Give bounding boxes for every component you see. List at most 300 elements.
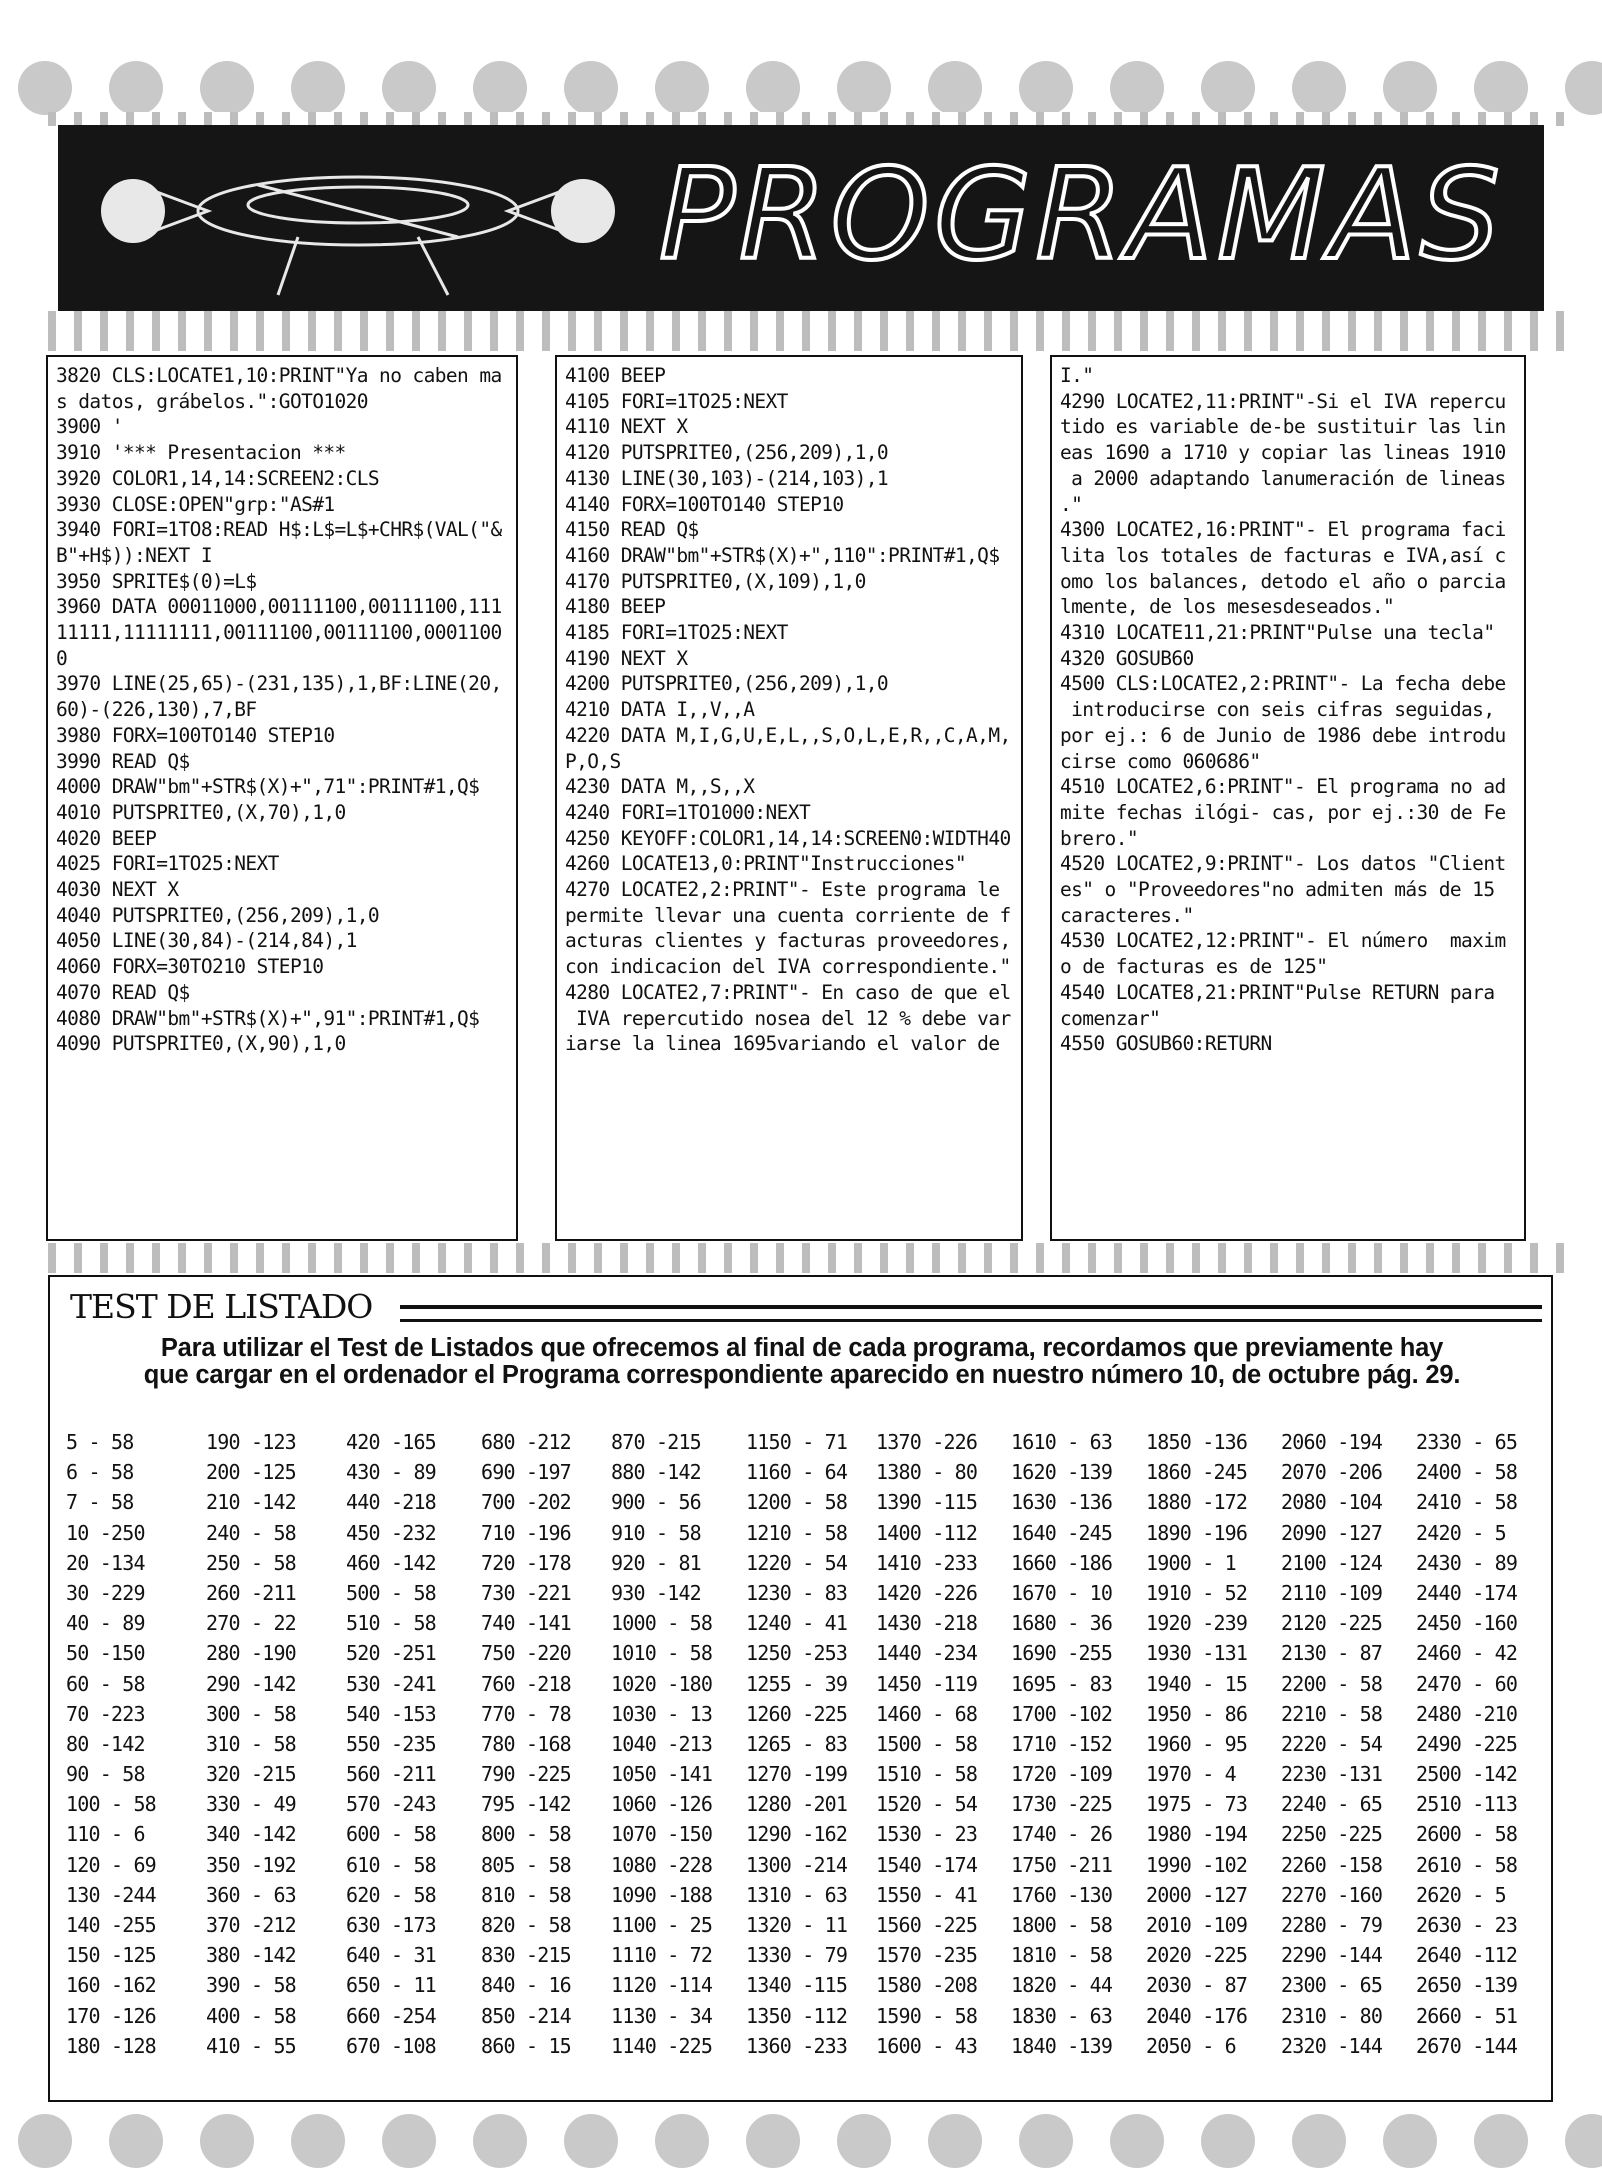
checksum-entry: 300 - 58 xyxy=(206,1701,296,1726)
checksum-entry: 1380 - 80 xyxy=(876,1460,978,1485)
checksum-entry: 795 -142 xyxy=(481,1792,571,1817)
checksum-entry: 560 -211 xyxy=(346,1762,436,1787)
checksum-entry: 1160 - 64 xyxy=(746,1460,848,1485)
code-line: 4070 READ Q$ xyxy=(56,980,190,1004)
checksum-entry: 1250 -253 xyxy=(746,1641,848,1666)
decorative-dot xyxy=(200,61,254,115)
checksum-entry: 1970 - 4 xyxy=(1146,1762,1236,1787)
code-line: 4280 LOCATE2,7:PRINT"- En caso de que el xyxy=(565,980,1011,1004)
checksum-entry: 640 - 31 xyxy=(346,1943,436,1968)
checksum-entry: 240 - 58 xyxy=(206,1520,296,1545)
checksum-entry: 2260 -158 xyxy=(1281,1852,1383,1877)
checksum-entry: 700 -202 xyxy=(481,1490,571,1515)
checksum-column xyxy=(611,1427,751,2061)
checksum-entry: 2620 - 5 xyxy=(1416,1882,1506,1907)
checksum-entry: 1695 - 83 xyxy=(1011,1671,1113,1696)
decorative-dot xyxy=(1292,61,1346,115)
code-line: 4550 GOSUB60:RETURN xyxy=(1060,1032,1272,1056)
code-line: 4120 PUTSPRITE0,(256,209),1,0 xyxy=(565,441,889,465)
checksum-entry: 530 -241 xyxy=(346,1671,436,1696)
checksum-entry: 1880 -172 xyxy=(1146,1490,1248,1515)
code-line: 4080 DRAW"bm"+STR$(X)+",91":PRINT#1,Q$ xyxy=(56,1006,480,1030)
checksum-entry: 540 -153 xyxy=(346,1701,436,1726)
checksum-entry: 1130 - 34 xyxy=(611,2003,713,2028)
checksum-entry: 1990 -102 xyxy=(1146,1852,1248,1877)
checksum-entry: 2470 - 60 xyxy=(1416,1671,1518,1696)
checksum-column xyxy=(346,1427,486,2061)
checksum-entry: 660 -254 xyxy=(346,2003,436,2028)
code-line: tido es variable de-be sustituir las lin xyxy=(1060,415,1506,439)
checksum-entry: 1540 -174 xyxy=(876,1852,978,1877)
checksum-entry: 1270 -199 xyxy=(746,1762,848,1787)
checksum-entry: 1850 -136 xyxy=(1146,1430,1248,1454)
checksum-entry: 1800 - 58 xyxy=(1011,1913,1113,1937)
test-intro-line-2: que cargar en el ordenador el Programa correspondiente aparecido en nuestro número 10, de octubre pág. 29. xyxy=(143,1361,1461,1389)
checksum-entry: 170 -126 xyxy=(66,2003,156,2028)
checksum-entry: 1700 -102 xyxy=(1011,1701,1113,1726)
checksum-entry: 2670 -144 xyxy=(1416,2033,1518,2058)
checksum-entry: 1310 - 63 xyxy=(746,1882,848,1907)
checksum-entry: 840 - 16 xyxy=(481,1973,571,1998)
checksum-entry: 1910 - 52 xyxy=(1146,1580,1248,1605)
checksum-entry: 1840 -139 xyxy=(1011,2033,1113,2058)
checksum-entry: 1640 -245 xyxy=(1011,1520,1113,1545)
code-line: ." xyxy=(1060,492,1083,516)
code-line: por ej.: 6 de Junio de 1986 debe introdu xyxy=(1060,723,1506,747)
code-line: 4190 NEXT X xyxy=(565,646,688,670)
code-line: 4240 FORI=1TO1000:NEXT xyxy=(565,800,811,824)
checksum-entry: 1460 - 68 xyxy=(876,1701,978,1726)
checksum-entry: 1080 -228 xyxy=(611,1852,713,1877)
code-line: B"+H$)):NEXT I xyxy=(56,543,212,567)
stripe-bar-lower xyxy=(48,1243,1574,1273)
code-line: 4320 GOSUB60 xyxy=(1060,646,1194,670)
checksum-column xyxy=(481,1427,621,2061)
checksum-entry: 1590 - 58 xyxy=(876,2003,978,2028)
checksum-entry: 805 - 58 xyxy=(481,1852,571,1877)
checksum-entry: 2440 -174 xyxy=(1416,1580,1518,1605)
checksum-entry: 1940 - 15 xyxy=(1146,1671,1248,1696)
checksum-entry: 1610 - 63 xyxy=(1011,1430,1113,1454)
checksum-entry: 2600 - 58 xyxy=(1416,1822,1518,1847)
checksum-entry: 190 -123 xyxy=(206,1430,296,1454)
checksum-entry: 1060 -126 xyxy=(611,1792,713,1817)
listing-column-3 xyxy=(1050,355,1526,1241)
checksum-entry: 1200 - 58 xyxy=(746,1490,848,1515)
checksum-entry: 1120 -114 xyxy=(611,1973,713,1998)
checksum-entry: 2110 -109 xyxy=(1281,1580,1383,1605)
checksum-entry: 880 -142 xyxy=(611,1460,701,1485)
code-line: 4210 DATA I,,V,,A xyxy=(565,698,755,722)
checksum-entry: 750 -220 xyxy=(481,1641,571,1666)
code-line: 4510 LOCATE2,6:PRINT"- El programa no ad xyxy=(1060,775,1506,799)
checksum-entry: 820 - 58 xyxy=(481,1913,571,1937)
checksum-entry: 2420 - 5 xyxy=(1416,1520,1506,1545)
checksum-entry: 740 -141 xyxy=(481,1611,571,1636)
checksum-entry: 1980 -194 xyxy=(1146,1822,1248,1847)
checksum-entry: 2310 - 80 xyxy=(1281,2003,1383,2028)
code-line: lita los totales de facturas e IVA,así c xyxy=(1060,543,1506,567)
checksum-entry: 2280 - 79 xyxy=(1281,1913,1383,1937)
checksum-entry: 1960 - 95 xyxy=(1146,1731,1248,1756)
checksum-entry: 20 -134 xyxy=(66,1550,145,1575)
checksum-entry: 1950 - 86 xyxy=(1146,1701,1248,1726)
checksum-entry: 6 - 58 xyxy=(66,1460,134,1485)
checksum-entry: 2660 - 51 xyxy=(1416,2003,1518,2028)
checksum-entry: 1975 - 73 xyxy=(1146,1792,1248,1817)
code-line: 4500 CLS:LOCATE2,2:PRINT"- La fecha debe xyxy=(1060,672,1506,696)
checksum-entry: 2480 -210 xyxy=(1416,1701,1518,1726)
checksum-entry: 1920 -239 xyxy=(1146,1611,1248,1636)
checksum-entry: 1740 - 26 xyxy=(1011,1822,1113,1847)
checksum-table xyxy=(66,1427,1546,2097)
checksum-entry: 350 -192 xyxy=(206,1852,296,1877)
checksum-entry: 1030 - 13 xyxy=(611,1701,713,1726)
checksum-entry: 1580 -208 xyxy=(876,1973,978,1998)
checksum-entry: 2650 -139 xyxy=(1416,1973,1518,1998)
code-line: 4200 PUTSPRITE0,(256,209),1,0 xyxy=(565,672,889,696)
checksum-entry: 1520 - 54 xyxy=(876,1792,978,1817)
checksum-entry: 1410 -233 xyxy=(876,1550,978,1575)
code-line: 4250 KEYOFF:COLOR1,14,14:SCREEN0:WIDTH40 xyxy=(565,826,1011,850)
code-line: 3950 SPRITE$(0)=L$ xyxy=(56,569,257,593)
checksum-entry: 280 -190 xyxy=(206,1641,296,1666)
checksum-column xyxy=(1416,1427,1556,2061)
checksum-entry: 2300 - 65 xyxy=(1281,1973,1383,1998)
code-line: 4060 FORX=30TO210 STEP10 xyxy=(56,955,324,979)
code-line: 60)-(226,130),7,BF xyxy=(56,698,257,722)
checksum-entry: 1430 -218 xyxy=(876,1611,978,1636)
checksum-entry: 850 -214 xyxy=(481,2003,571,2028)
checksum-entry: 330 - 49 xyxy=(206,1792,296,1817)
checksum-entry: 1570 -235 xyxy=(876,1943,978,1968)
checksum-entry: 400 - 58 xyxy=(206,2003,296,2028)
code-line: 4540 LOCATE8,21:PRINT"Pulse RETURN para xyxy=(1060,980,1495,1004)
decorative-dot xyxy=(1383,61,1437,115)
checksum-entry: 1070 -150 xyxy=(611,1822,713,1847)
code-line: 4310 LOCATE11,21:PRINT"Pulse una tecla" xyxy=(1060,621,1495,645)
code-line: 4105 FORI=1TO25:NEXT xyxy=(565,389,788,413)
code-line: 4000 DRAW"bm"+STR$(X)+",71":PRINT#1,Q$ xyxy=(56,775,480,799)
code-line: 11111,11111111,00111100,00111100,0001100 xyxy=(56,621,502,645)
code-line: 4025 FORI=1TO25:NEXT xyxy=(56,852,279,876)
checksum-entry: 390 - 58 xyxy=(206,1973,296,1998)
checksum-entry: 1220 - 54 xyxy=(746,1550,848,1575)
checksum-entry: 450 -232 xyxy=(346,1520,436,1545)
checksum-entry: 1860 -245 xyxy=(1146,1460,1248,1485)
code-line: 4090 PUTSPRITE0,(X,90),1,0 xyxy=(56,1032,346,1056)
decorative-dot xyxy=(382,61,436,115)
checksum-entry: 2270 -160 xyxy=(1281,1882,1383,1907)
checksum-entry: 2430 - 89 xyxy=(1416,1550,1518,1575)
code-line: 4220 DATA M,I,G,U,E,L,,S,O,L,E,R,,C,A,M, xyxy=(565,723,1011,747)
checksum-entry: 1150 - 71 xyxy=(746,1430,848,1454)
code-line: IVA repercutido nosea del 12 % debe var xyxy=(565,1006,1011,1030)
decorative-dot xyxy=(928,61,982,115)
code-line: omo los balances, detodo el año o parcia xyxy=(1060,569,1506,593)
checksum-entry: 210 -142 xyxy=(206,1490,296,1515)
checksum-entry: 680 -212 xyxy=(481,1430,571,1454)
checksum-entry: 550 -235 xyxy=(346,1731,436,1756)
decorative-dot xyxy=(18,61,72,115)
header-title: PROGRAMAS xyxy=(659,141,1504,288)
checksum-entry: 1750 -211 xyxy=(1011,1852,1113,1877)
listing-column-2 xyxy=(555,355,1023,1241)
code-line: 4530 LOCATE2,12:PRINT"- El número maxim xyxy=(1060,929,1506,953)
checksum-entry: 1890 -196 xyxy=(1146,1520,1248,1545)
checksum-entry: 130 -244 xyxy=(66,1882,156,1907)
checksum-entry: 1265 - 83 xyxy=(746,1731,848,1756)
code-line: lmente, de los mesesdeseados." xyxy=(1060,595,1395,619)
checksum-entry: 1140 -225 xyxy=(611,2033,713,2058)
programas-header xyxy=(58,125,1544,311)
stripe-bar-middle xyxy=(48,311,1574,351)
checksum-entry: 1630 -136 xyxy=(1011,1490,1113,1515)
checksum-entry: 290 -142 xyxy=(206,1671,296,1696)
code-line: 4150 READ Q$ xyxy=(565,518,699,542)
code-line: 3910 '*** Presentacion *** xyxy=(56,441,346,465)
checksum-entry: 1450 -119 xyxy=(876,1671,978,1696)
checksum-entry: 2640 -112 xyxy=(1416,1943,1518,1968)
checksum-entry: 360 - 63 xyxy=(206,1882,296,1907)
checksum-entry: 1560 -225 xyxy=(876,1913,978,1937)
code-line: o de facturas es de 125" xyxy=(1060,955,1328,979)
checksum-entry: 2460 - 42 xyxy=(1416,1641,1518,1666)
checksum-entry: 900 - 56 xyxy=(611,1490,701,1515)
checksum-entry: 1255 - 39 xyxy=(746,1671,848,1696)
checksum-entry: 610 - 58 xyxy=(346,1852,436,1877)
checksum-entry: 1930 -131 xyxy=(1146,1641,1248,1666)
checksum-entry: 2250 -225 xyxy=(1281,1822,1383,1847)
checksum-entry: 2610 - 58 xyxy=(1416,1852,1518,1877)
title-rule xyxy=(400,1305,1542,1322)
code-line: 0 xyxy=(56,646,68,670)
checksum-entry: 1020 -180 xyxy=(611,1671,713,1696)
checksum-entry: 410 - 55 xyxy=(206,2033,296,2058)
checksum-entry: 910 - 58 xyxy=(611,1520,701,1545)
checksum-entry: 1660 -186 xyxy=(1011,1550,1113,1575)
checksum-entry: 2490 -225 xyxy=(1416,1731,1518,1756)
checksum-entry: 2010 -109 xyxy=(1146,1913,1248,1937)
checksum-entry: 2500 -142 xyxy=(1416,1762,1518,1787)
decorative-dot xyxy=(1201,61,1255,115)
checksum-entry: 1050 -141 xyxy=(611,1762,713,1787)
code-line: con indicacion del IVA correspondiente." xyxy=(565,955,1011,979)
code-line: permite llevar una cuenta corriente de f xyxy=(565,903,1011,927)
code-line: 4160 DRAW"bm"+STR$(X)+",110":PRINT#1,Q$ xyxy=(565,543,1000,567)
checksum-entry: 1730 -225 xyxy=(1011,1792,1113,1817)
checksum-entry: 310 - 58 xyxy=(206,1731,296,1756)
checksum-entry: 40 - 89 xyxy=(66,1611,145,1636)
code-line: 4185 FORI=1TO25:NEXT xyxy=(565,621,788,645)
checksum-entry: 2130 - 87 xyxy=(1281,1641,1383,1666)
code-line: introducirse con seis cifras seguidas, xyxy=(1060,698,1495,722)
checksum-entry: 50 -150 xyxy=(66,1641,145,1666)
checksum-entry: 1370 -226 xyxy=(876,1430,978,1454)
code-line: 4180 BEEP xyxy=(565,595,666,619)
checksum-entry: 1040 -213 xyxy=(611,1731,713,1756)
code-line: 4300 LOCATE2,16:PRINT"- El programa faci xyxy=(1060,518,1506,542)
stripe-bar-top xyxy=(48,112,1574,126)
checksum-column xyxy=(746,1427,886,2061)
decorative-dot xyxy=(473,61,527,115)
checksum-entry: 830 -215 xyxy=(481,1943,571,1968)
code-line: 3940 FORI=1TO8:READ H$:L$=L$+CHR$(VAL("& xyxy=(56,518,502,542)
code-line: 4260 LOCATE13,0:PRINT"Instrucciones" xyxy=(565,852,967,876)
checksum-entry: 930 -142 xyxy=(611,1580,701,1605)
checksum-entry: 630 -173 xyxy=(346,1913,436,1937)
checksum-entry: 250 - 58 xyxy=(206,1550,296,1575)
checksum-entry: 670 -108 xyxy=(346,2033,436,2058)
checksum-entry: 340 -142 xyxy=(206,1822,296,1847)
checksum-entry: 2080 -104 xyxy=(1281,1490,1383,1515)
checksum-entry: 1110 - 72 xyxy=(611,1943,713,1968)
checksum-entry: 1320 - 11 xyxy=(746,1913,848,1937)
checksum-entry: 790 -225 xyxy=(481,1762,571,1787)
listing-column-1 xyxy=(46,355,518,1241)
decorative-dot xyxy=(655,61,709,115)
checksum-entry: 1090 -188 xyxy=(611,1882,713,1907)
code-line: 4100 BEEP xyxy=(565,364,666,387)
checksum-entry: 2090 -127 xyxy=(1281,1520,1383,1545)
checksum-entry: 2290 -144 xyxy=(1281,1943,1383,1968)
checksum-entry: 100 - 58 xyxy=(66,1792,156,1817)
checksum-entry: 1290 -162 xyxy=(746,1822,848,1847)
checksum-entry: 1240 - 41 xyxy=(746,1611,848,1636)
checksum-entry: 770 - 78 xyxy=(481,1701,571,1726)
checksum-entry: 2320 -144 xyxy=(1281,2033,1383,2058)
checksum-entry: 460 -142 xyxy=(346,1550,436,1575)
checksum-entry: 1510 - 58 xyxy=(876,1762,978,1787)
checksum-entry: 1720 -109 xyxy=(1011,1762,1113,1787)
checksum-entry: 160 -162 xyxy=(66,1973,156,1998)
checksum-column xyxy=(1281,1427,1421,2061)
checksum-entry: 1530 - 23 xyxy=(876,1822,978,1847)
code-line: 4170 PUTSPRITE0,(X,109),1,0 xyxy=(565,569,866,593)
checksum-entry: 1440 -234 xyxy=(876,1641,978,1666)
checksum-entry: 2040 -176 xyxy=(1146,2003,1248,2028)
checksum-entry: 2510 -113 xyxy=(1416,1792,1518,1817)
checksum-entry: 260 -211 xyxy=(206,1580,296,1605)
checksum-entry: 810 - 58 xyxy=(481,1882,571,1907)
checksum-entry: 650 - 11 xyxy=(346,1973,436,1998)
checksum-entry: 710 -196 xyxy=(481,1520,571,1545)
checksum-entry: 10 -250 xyxy=(66,1520,145,1545)
checksum-entry: 1390 -115 xyxy=(876,1490,978,1515)
checksum-column xyxy=(1011,1427,1151,2061)
checksum-entry: 760 -218 xyxy=(481,1671,571,1696)
checksum-entry: 620 - 58 xyxy=(346,1882,436,1907)
checksum-entry: 2100 -124 xyxy=(1281,1550,1383,1575)
code-line: 4010 PUTSPRITE0,(X,70),1,0 xyxy=(56,800,346,824)
checksum-entry: 1000 - 58 xyxy=(611,1611,713,1636)
checksum-entry: 150 -125 xyxy=(66,1943,156,1968)
code-line: 4030 NEXT X xyxy=(56,878,179,902)
checksum-entry: 720 -178 xyxy=(481,1550,571,1575)
code-line: 3990 READ Q$ xyxy=(56,749,190,773)
checksum-entry: 420 -165 xyxy=(346,1430,436,1454)
checksum-entry: 70 -223 xyxy=(66,1701,145,1726)
code-line: 3980 FORX=100TO140 STEP10 xyxy=(56,723,335,747)
checksum-entry: 1210 - 58 xyxy=(746,1520,848,1545)
checksum-entry: 800 - 58 xyxy=(481,1822,571,1847)
code-line: 3960 DATA 00011000,00111100,00111100,111 xyxy=(56,595,502,619)
test-de-listado-box xyxy=(48,1275,1553,2102)
code-line: 4020 BEEP xyxy=(56,826,157,850)
checksum-entry: 510 - 58 xyxy=(346,1611,436,1636)
checksum-entry: 780 -168 xyxy=(481,1731,571,1756)
checksum-entry: 2450 -160 xyxy=(1416,1611,1518,1636)
decorative-dot xyxy=(1474,61,1528,115)
checksum-entry: 180 -128 xyxy=(66,2033,156,2058)
decorative-dot xyxy=(1565,61,1602,115)
checksum-entry: 500 - 58 xyxy=(346,1580,436,1605)
checksum-entry: 1330 - 79 xyxy=(746,1943,848,1968)
code-line: 3820 CLS:LOCATE1,10:PRINT"Ya no caben ma xyxy=(56,364,502,387)
checksum-entry: 7 - 58 xyxy=(66,1490,134,1515)
code-line: brero." xyxy=(1060,826,1138,850)
decorative-dot xyxy=(564,61,618,115)
test-intro xyxy=(62,1335,1542,1389)
checksum-entry: 1010 - 58 xyxy=(611,1641,713,1666)
code-line: eas 1690 a 1710 y copiar las lineas 1910 xyxy=(1060,441,1506,465)
code-line: 4040 PUTSPRITE0,(256,209),1,0 xyxy=(56,903,380,927)
checksum-entry: 80 -142 xyxy=(66,1731,145,1756)
code-line: 4270 LOCATE2,2:PRINT"- Este programa le xyxy=(565,878,1000,902)
checksum-entry: 1230 - 83 xyxy=(746,1580,848,1605)
decorative-dot xyxy=(1019,61,1073,115)
decorative-dot xyxy=(109,61,163,115)
code-line: 3930 CLOSE:OPEN"grp:"AS#1 xyxy=(56,492,335,516)
checksum-entry: 2060 -194 xyxy=(1281,1430,1383,1454)
checksum-entry: 200 -125 xyxy=(206,1460,296,1485)
checksum-entry: 320 -215 xyxy=(206,1762,296,1787)
checksum-entry: 2200 - 58 xyxy=(1281,1671,1383,1696)
checksum-entry: 1100 - 25 xyxy=(611,1913,713,1937)
code-line: a 2000 adaptando lanumeración de lineas xyxy=(1060,466,1506,490)
checksum-entry: 370 -212 xyxy=(206,1913,296,1937)
checksum-entry: 1550 - 41 xyxy=(876,1882,978,1907)
test-title: TEST DE LISTADO xyxy=(70,1287,373,1326)
decorative-dot xyxy=(746,61,800,115)
checksum-entry: 2400 - 58 xyxy=(1416,1460,1518,1485)
decorative-dot xyxy=(1110,61,1164,115)
checksum-entry: 1300 -214 xyxy=(746,1852,848,1877)
checksum-entry: 2230 -131 xyxy=(1281,1762,1383,1787)
checksum-entry: 1820 - 44 xyxy=(1011,1973,1113,1998)
checksum-column xyxy=(876,1427,1016,2061)
code-line: 4110 NEXT X xyxy=(565,415,688,439)
checksum-entry: 90 - 58 xyxy=(66,1762,145,1787)
checksum-column xyxy=(66,1427,206,2061)
checksum-entry: 430 - 89 xyxy=(346,1460,436,1485)
checksum-entry: 1760 -130 xyxy=(1011,1882,1113,1907)
checksum-entry: 1360 -233 xyxy=(746,2033,848,2058)
code-line: iarse la linea 1695variando el valor de xyxy=(565,1032,1000,1056)
checksum-entry: 270 - 22 xyxy=(206,1611,296,1636)
code-line: I." xyxy=(1060,364,1094,387)
checksum-entry: 1350 -112 xyxy=(746,2003,848,2028)
code-line: P,O,S xyxy=(565,749,621,773)
checksum-entry: 600 - 58 xyxy=(346,1822,436,1847)
bottom-dot-border xyxy=(0,2108,1602,2178)
checksum-entry: 2240 - 65 xyxy=(1281,1792,1383,1817)
code-line: 4130 LINE(30,103)-(214,103),1 xyxy=(565,466,889,490)
checksum-entry: 1620 -139 xyxy=(1011,1460,1113,1485)
checksum-entry: 2120 -225 xyxy=(1281,1611,1383,1636)
checksum-entry: 30 -229 xyxy=(66,1580,145,1605)
checksum-entry: 1400 -112 xyxy=(876,1520,978,1545)
